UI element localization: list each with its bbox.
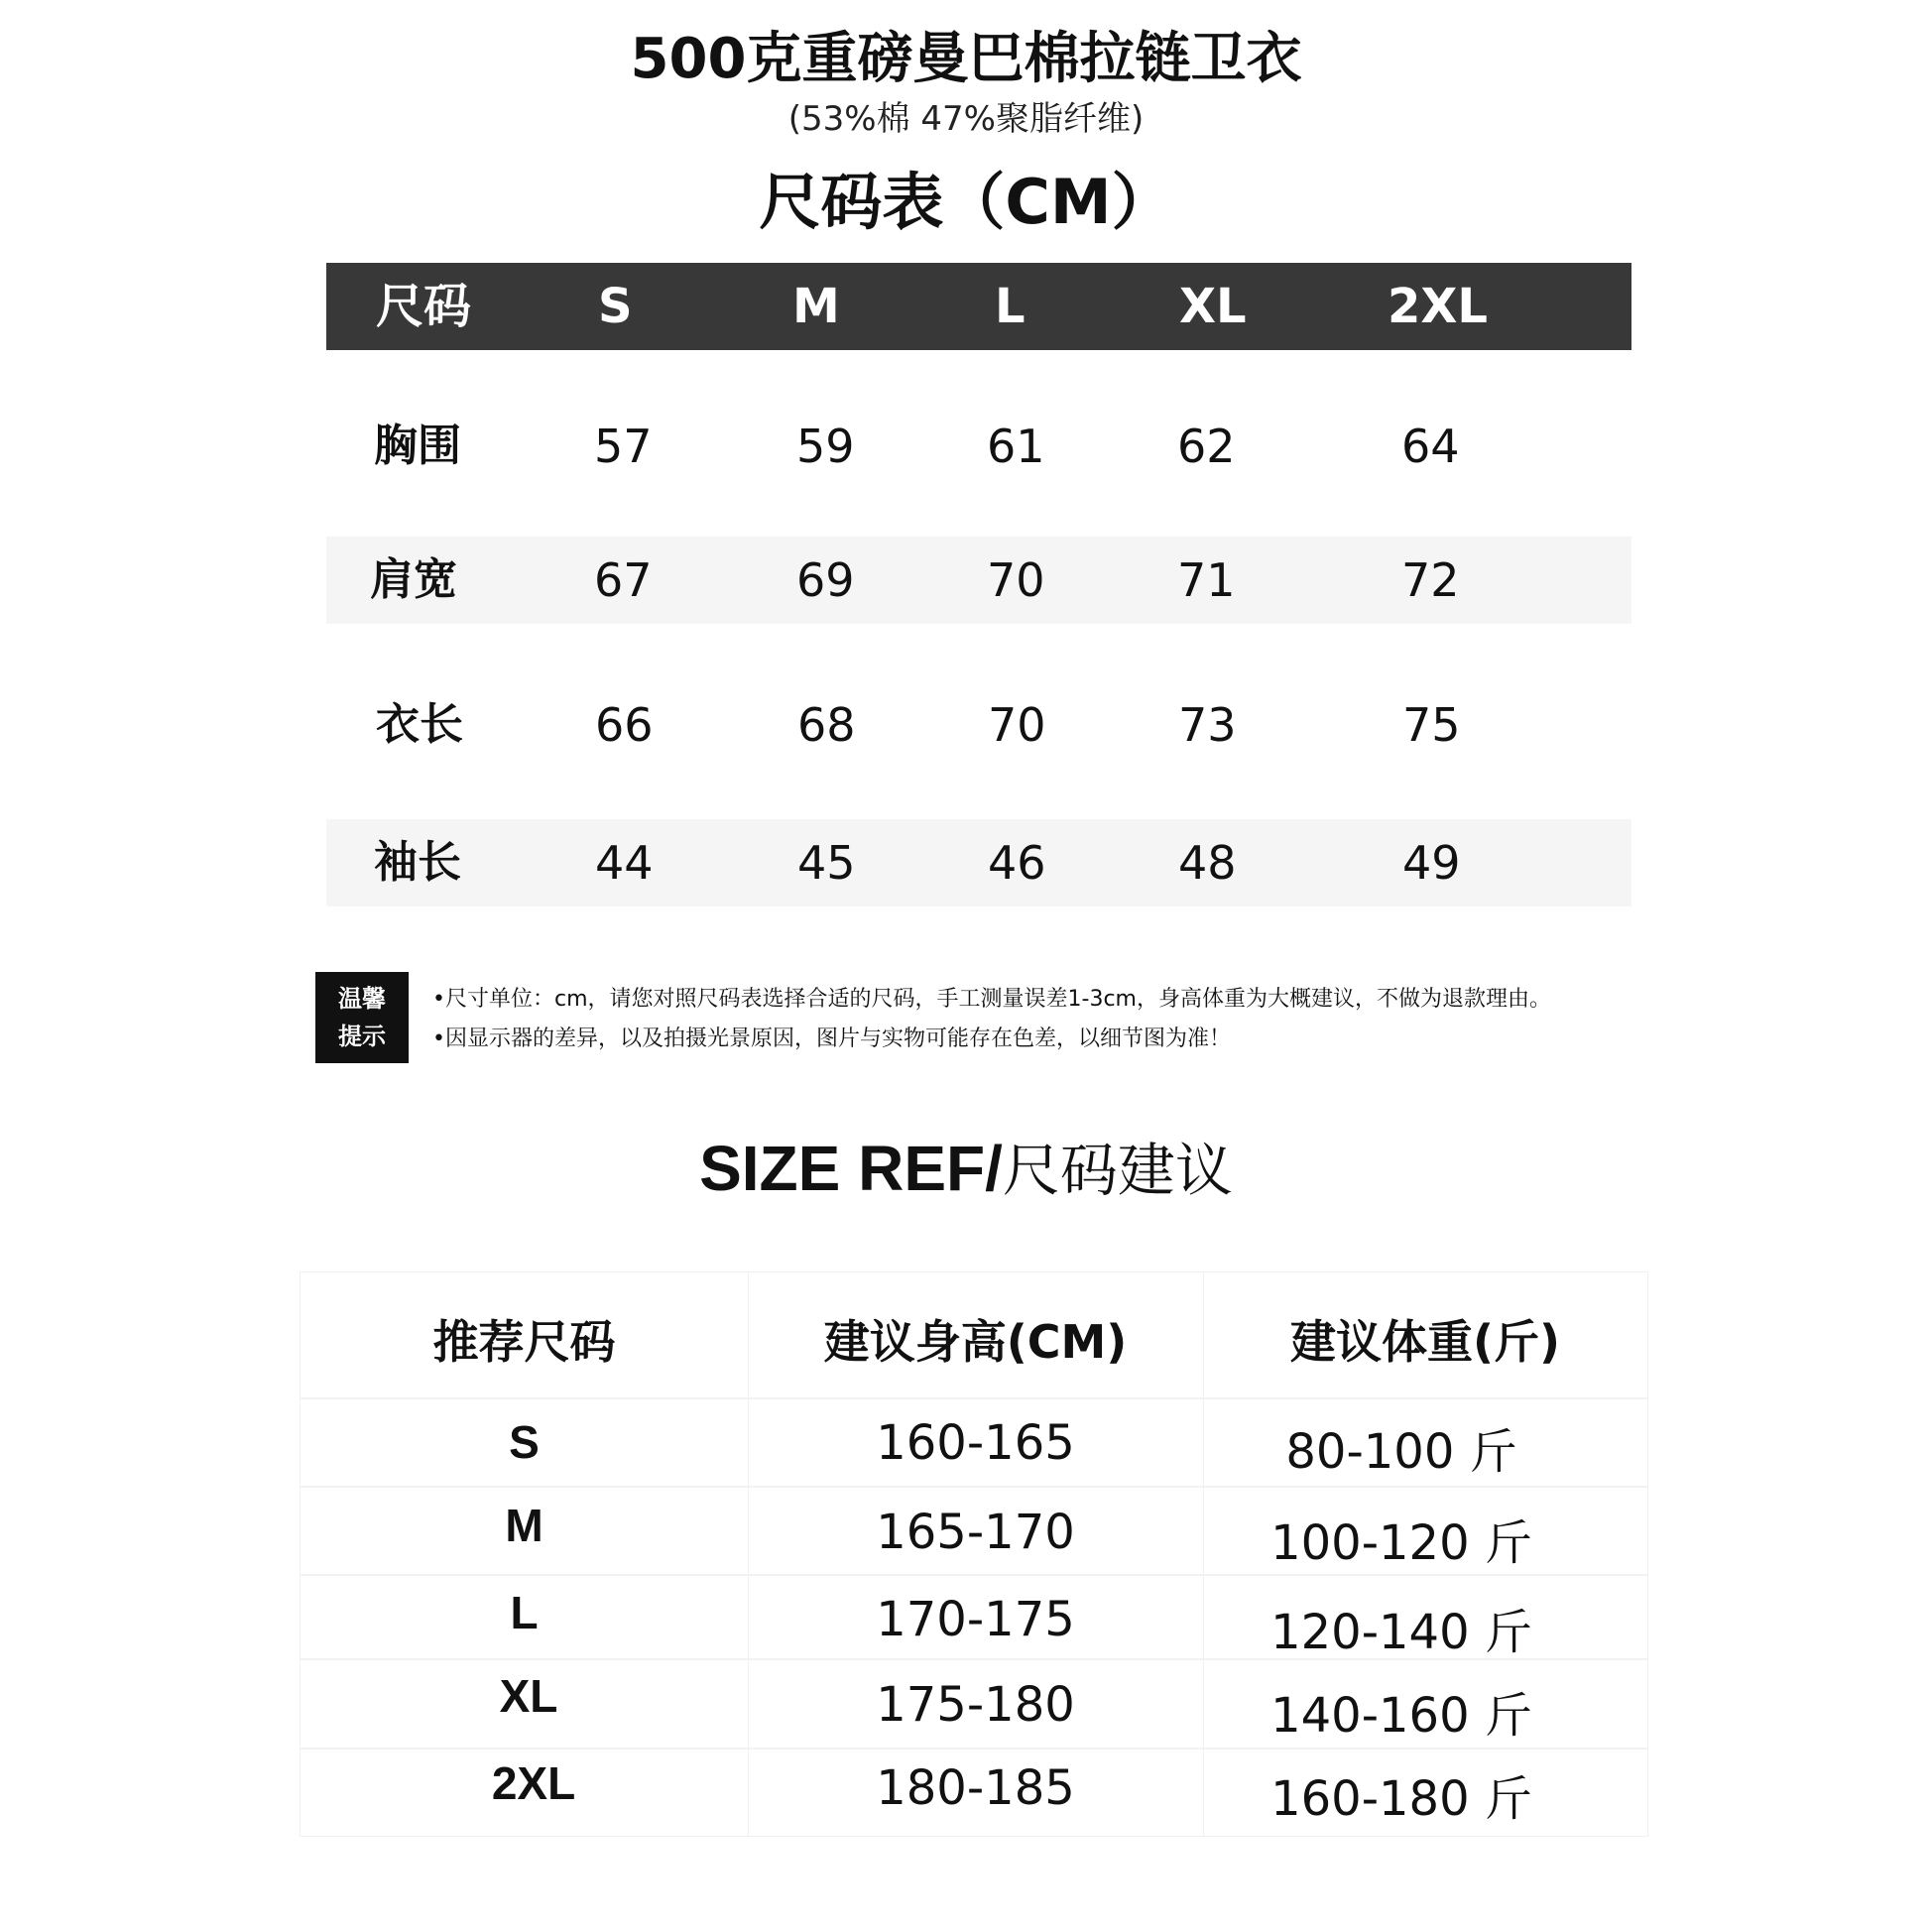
table-cell-height: 170-175 [876,1592,1075,1647]
row-divider [301,1397,1647,1399]
size-ref-title-en: SIZE REF/ [699,1133,1003,1204]
header-cell-l: L [995,279,1026,334]
table-cell: 59 [796,420,855,473]
table-cell: 57 [594,420,653,473]
row-label: 胸围 [374,421,461,471]
table-cell-weight: 100-120 斤 [1270,1515,1532,1571]
table-cell-height: 165-170 [876,1505,1075,1560]
table-cell: 64 [1401,420,1460,473]
row-divider [301,1574,1647,1576]
tip-text-unit: •尺寸单位：cm，请您对照尺码表选择合适的尺码，手工测量误差1-3cm，身高体重为大概建议，不做为退款理由。 [432,987,1551,1012]
row-divider [301,1748,1647,1750]
size-chart-header [326,263,1631,350]
table-cell: 70 [987,553,1045,607]
table-cell: 68 [797,698,856,752]
table-row-length [326,681,1631,769]
table-cell: 73 [1178,698,1237,752]
product-title: 500克重磅曼巴棉拉链卫衣 [630,27,1302,91]
row-label: 袖长 [374,837,461,888]
tips-badge-line2: 提示 [338,1023,386,1050]
table-cell: 75 [1402,698,1461,752]
table-cell-size: 2XL [491,1757,576,1809]
size-ref-title-zh: 尺码建议 [1002,1137,1233,1204]
table-cell: 66 [595,698,654,752]
size-ref-title [0,1129,1932,1210]
tip-text-color: •因显示器的差异，以及拍摄光景原因，图片与实物可能存在色差，以细节图为准！ [432,1026,1231,1051]
table-cell: 69 [796,553,855,607]
table-cell: 61 [987,420,1045,473]
table-cell: 72 [1401,553,1460,607]
table-cell-size: M [505,1500,543,1551]
table-cell: 44 [595,836,654,890]
header-cell-m: M [792,279,840,334]
table-cell-weight: 160-180 斤 [1270,1771,1532,1827]
size-recommendation-table [300,1271,1648,1837]
table-cell-weight: 140-160 斤 [1270,1688,1532,1744]
table-row-shoulder [326,537,1631,624]
table-cell: 49 [1402,836,1461,890]
table-cell-weight: 80-100 斤 [1285,1424,1517,1480]
table-cell-height: 180-185 [876,1760,1075,1816]
size-chart-title: 尺码表（CM） [759,166,1173,238]
header-cell-xl: XL [1179,279,1247,334]
header-cell-s: S [598,279,633,334]
table-cell: 67 [594,553,653,607]
table-cell-size: L [510,1587,539,1638]
table-cell: 45 [797,836,856,890]
header-cell-size: 尺码 [376,279,472,334]
table-row-sleeve [326,819,1631,906]
header-suggested-weight: 建议体重(斤) [1289,1315,1561,1369]
table-cell: 70 [988,698,1046,752]
header-cell-2xl: 2XL [1388,279,1488,334]
table-cell-height: 160-165 [876,1415,1075,1471]
table-cell-weight: 120-140 斤 [1270,1605,1532,1660]
table-cell-size: S [509,1416,540,1468]
table-cell-height: 175-180 [876,1677,1075,1733]
table-cell: 71 [1177,553,1236,607]
header-suggested-height: 建议身高(CM) [823,1315,1128,1369]
table-cell-size: XL [499,1670,558,1722]
tips-badge [315,972,409,1063]
header-recommended-size: 推荐尺码 [432,1315,616,1369]
tips-badge-line1: 温馨 [338,985,386,1013]
row-label: 衣长 [376,699,463,750]
row-divider [301,1486,1647,1488]
row-label: 肩宽 [370,554,457,605]
table-cell: 62 [1177,420,1236,473]
table-cell: 48 [1178,836,1237,890]
product-material: (53%棉 47%聚脂纤维) [787,99,1145,139]
table-row-chest [326,403,1631,490]
table-cell: 46 [988,836,1046,890]
